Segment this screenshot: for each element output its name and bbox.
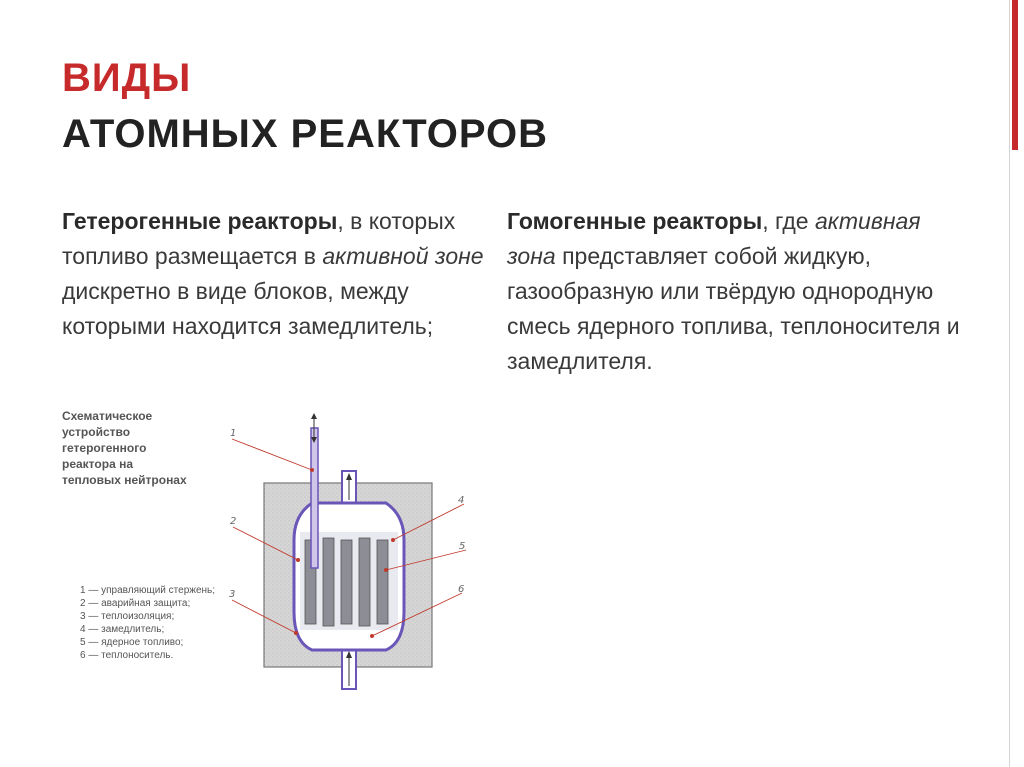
label-3: 3	[229, 589, 236, 600]
title-line-1: ВИДЫ	[62, 56, 192, 100]
fuel-rod	[359, 538, 370, 626]
legend-item: 3 — теплоизоляция;	[80, 611, 175, 622]
leader-end	[310, 468, 314, 472]
leader-end	[391, 538, 395, 542]
title-line-2: АТОМНЫХ РЕАКТОРОВ	[62, 112, 548, 156]
heterogeneous-text-2: дискретно в виде блоков, между которыми находится замедлитель;	[62, 278, 434, 339]
leader-end	[296, 558, 300, 562]
control-rod-arrow-head	[311, 413, 317, 419]
legend-item: 5 — ядерное топливо;	[80, 637, 184, 648]
fuel-rod	[377, 540, 388, 624]
control-rod	[311, 428, 318, 568]
label-5: 5	[459, 541, 466, 552]
leader-end	[294, 631, 298, 635]
homogeneous-text-2: представляет собой жидкую, газообразную или твёрдую однородную смесь ядерного топлива, теплоносителя и замедлителя.	[507, 243, 960, 374]
leader-end	[384, 568, 388, 572]
label-4: 4	[458, 495, 465, 506]
diagram-caption: Схематическое устройство гетерогенного реактора на тепловых нейтронах	[62, 409, 187, 487]
legend-item: 1 — управляющий стержень;	[80, 585, 216, 596]
heterogeneous-text-1: , в которых топливо размещается в	[62, 208, 456, 269]
legend-item: 2 — аварийная защита;	[80, 598, 191, 609]
legend-item: 6 — теплоноситель.	[80, 650, 174, 661]
fuel-rod	[341, 540, 352, 624]
fuel-rod	[323, 538, 334, 626]
heterogeneous-italic: активной зоне	[322, 243, 484, 269]
leader-line	[232, 439, 312, 470]
label-2: 2	[230, 516, 237, 527]
legend-item: 4 — замедлитель;	[80, 624, 165, 635]
homogeneous-term: Гомогенные реакторы	[507, 208, 763, 234]
label-6: 6	[458, 584, 465, 595]
label-1: 1	[230, 428, 237, 439]
leader-end	[370, 634, 374, 638]
homogeneous-text-1: , где	[762, 208, 815, 234]
heterogeneous-term: Гетерогенные реакторы	[62, 208, 338, 234]
homogeneous-italic: активная зона	[507, 208, 921, 269]
